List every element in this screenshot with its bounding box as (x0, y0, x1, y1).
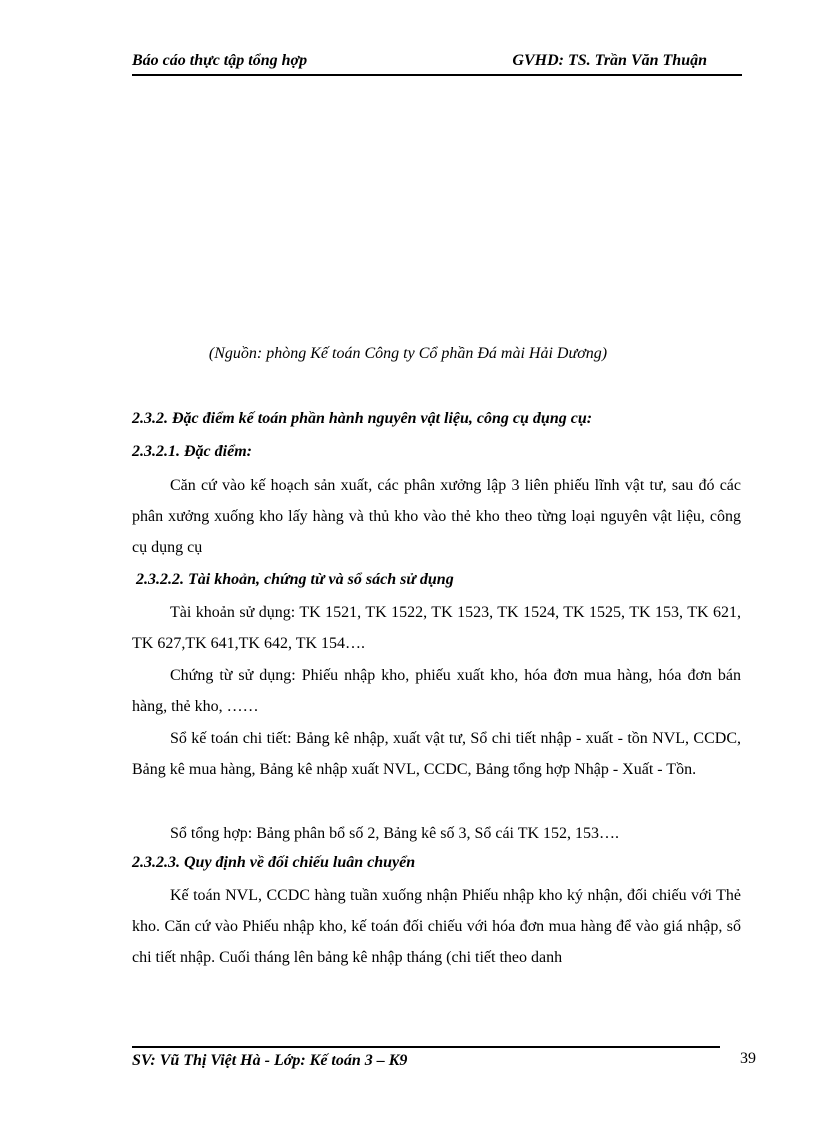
student-info: SV: Vũ Thị Việt Hà - Lớp: Kế toán 3 – K9 (132, 1052, 408, 1069)
section-heading: 2.3.2. Đặc điểm kế toán phần hành nguyên vật liệu, công cụ dụng cụ: (132, 410, 593, 427)
subsection-heading-2: 2.3.2.2. Tài khoản, chứng từ và sổ sách sử dụng (136, 571, 454, 588)
supervisor: GVHD: TS. Trần Văn Thuận (512, 52, 707, 69)
subsection-heading-3: 2.3.2.3. Quy định về đối chiếu luân chuyển (132, 854, 416, 871)
footer-divider (132, 1046, 720, 1048)
paragraph-general-books: Sổ tổng hợp: Bảng phân bổ số 2, Bảng kê số 3, Sổ cái TK 152, 153…. (170, 825, 620, 842)
page-header (132, 52, 742, 76)
subsection-heading-1: 2.3.2.1. Đặc điểm: (132, 443, 252, 460)
paragraph-detail-books: Sổ kế toán chi tiết: Bảng kê nhập, xuất vật tư, Sổ chi tiết nhập - xuất - tồn NVL, CCDC, Bảng kê mua hàng, Bảng kê nhập xuất NVL, CCDC, Bảng tổng hợp Nhập - Xuất - Tồn. (132, 730, 741, 778)
paragraph-accounts: Tài khoản sử dụng: TK 1521, TK 1522, TK 1523, TK 1524, TK 1525, TK 153, TK 621, TK 627,TK 641,TK 642, TK 154…. (132, 604, 741, 652)
report-title: Báo cáo thực tập tổng hợp (132, 52, 308, 69)
page-number: 39 (740, 1050, 756, 1067)
paragraph-reconciliation: Kế toán NVL, CCDC hàng tuần xuống nhận Phiếu nhập kho ký nhận, đối chiếu với Thẻ kho. Căn cứ vào Phiếu nhập kho, kế toán đối chiếu với hóa đơn mua hàng để vào giá nhập, sổ chi tiết nhập. Cuối tháng lên bảng kê nhập tháng (chi tiết theo danh (132, 887, 741, 966)
header-divider (132, 74, 742, 76)
paragraph-characteristics: Căn cứ vào kế hoạch sản xuất, các phân xưởng lập 3 liên phiếu lĩnh vật tư, sau đó các phân xưởng xuống kho lấy hàng và thủ kho vào thẻ kho theo từng loại nguyên vật liệu, công cụ dụng cụ (132, 477, 741, 556)
source-note: (Nguồn: phòng Kế toán Công ty Cổ phần Đá mài Hải Dương) (208, 345, 608, 362)
paragraph-documents: Chứng từ sử dụng: Phiếu nhập kho, phiếu xuất kho, hóa đơn mua hàng, hóa đơn bán hàng, thẻ kho, …… (132, 667, 741, 715)
